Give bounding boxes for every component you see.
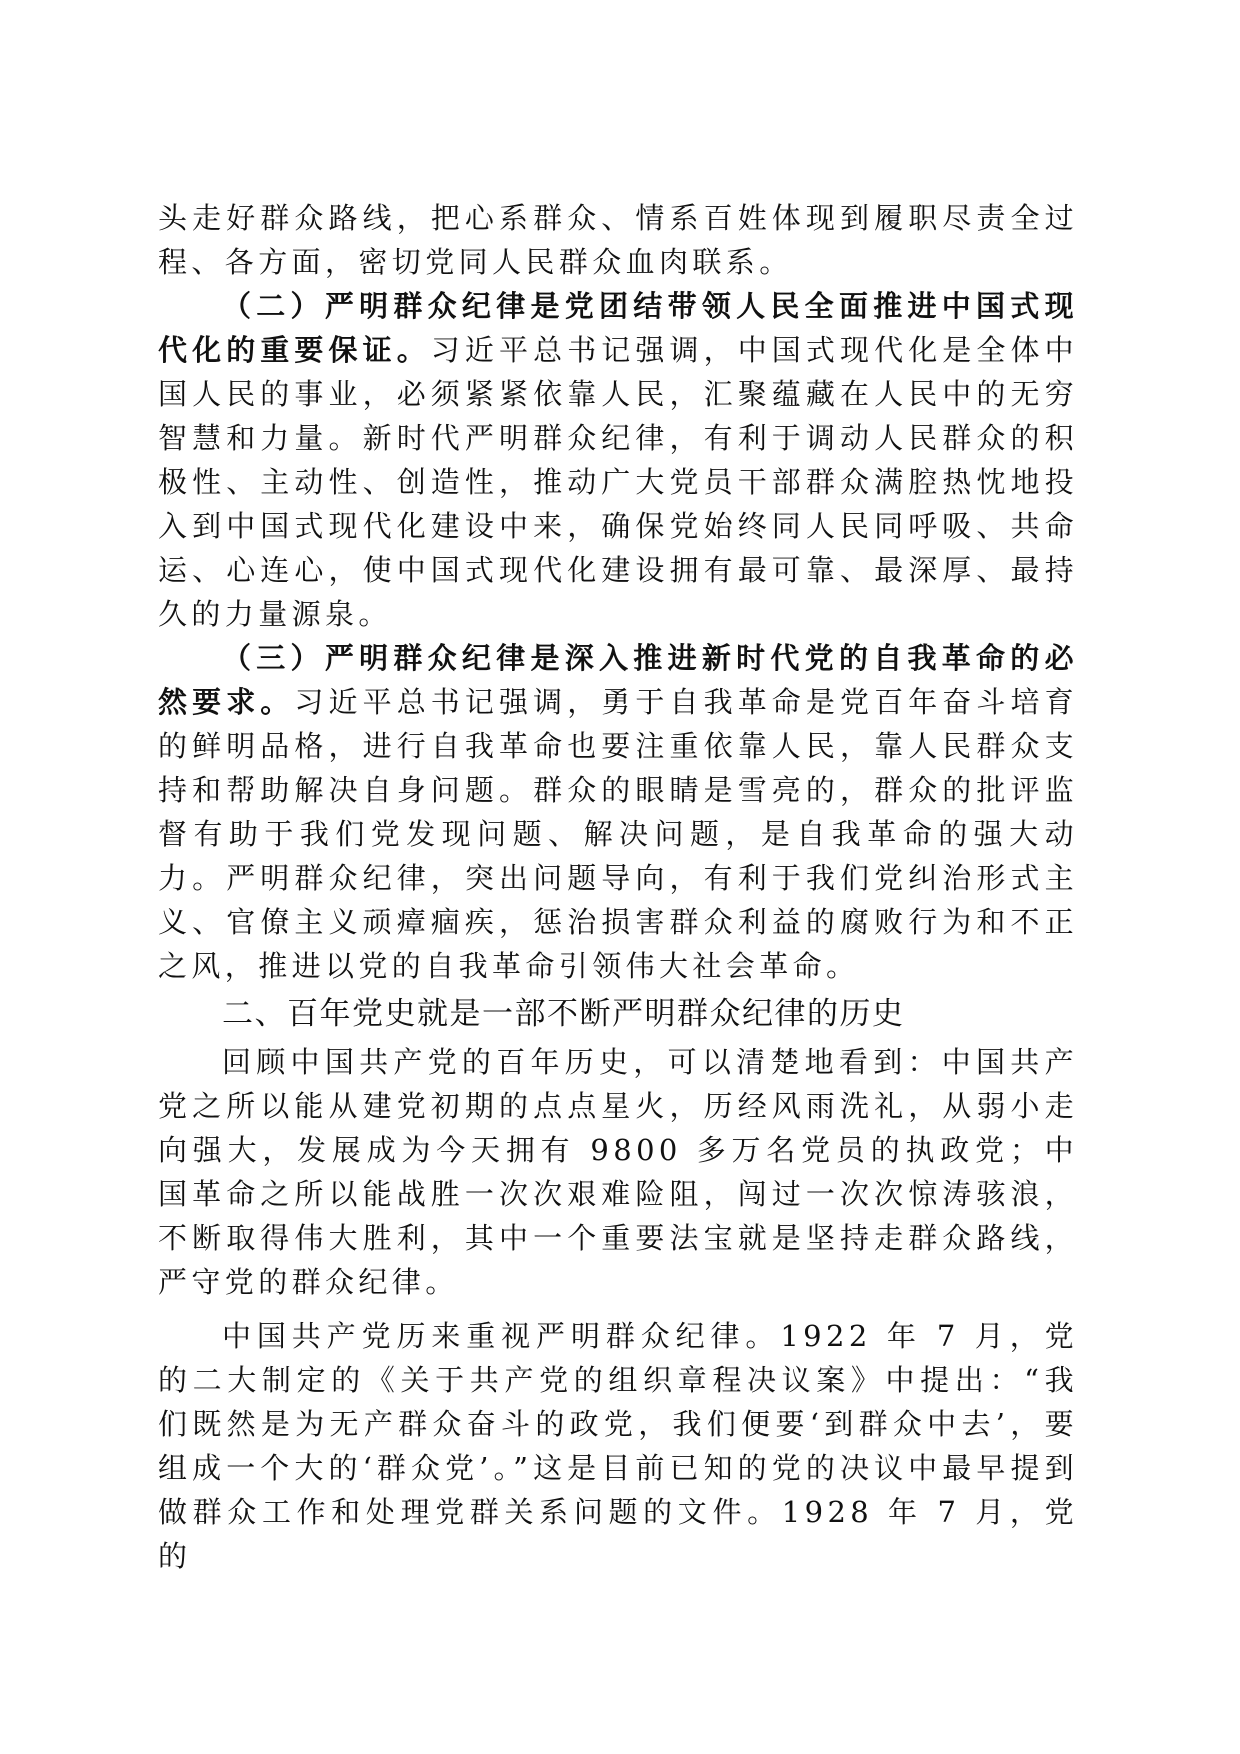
paragraph-2-body: 习近平总书记强调，中国式现代化是全体中国人民的事业，必须紧紧依靠人民，汇聚蕴藏在人民中的无穷智慧和力量。新时代严明群众纪律，有利于调动人民群众的积极性、主动性、创造性，推动广大党员干部群众满腔热忱地投入到中国式现代化建设中来，确保党始终同人民同呼吸、共命运、心连心，使中国式现代化建设拥有最可靠、最深厚、最持久的力量源泉。 [158, 333, 1078, 631]
paragraph-3-body: 习近平总书记强调，勇于自我革命是党百年奋斗培育的鲜明品格，进行自我革命也要注重依靠人民，靠人民群众支持和帮助解决自身问题。群众的眼睛是雪亮的，群众的批评监督有助于我们党发现问题、解决问题，是自我革命的强大动力。严明群众纪律，突出问题导向，有利于我们党纠治形式主义、官僚主义顽瘴痼疾，惩治损害群众利益的腐败行为和不正之风，推进以党的自我革命引领伟大社会革命。 [158, 685, 1078, 983]
paragraph-4: 回顾中国共产党的百年历史，可以清楚地看到：中国共产党之所以能从建党初期的点点星火，历经风雨洗礼，从弱小走向强大，发展成为今天拥有 9800 多万名党员的执政党；中国革命之所以能战胜一次次艰难险阻，闯过一次次惊涛骇浪，不断取得伟大胜利，其中一个重要法宝就是坚持走群众路线，严守党的群众纪律。 [158, 1045, 1078, 1299]
paragraph-2-subheading: （二）严明群众纪律是党团结带领人民全面推进中国式现代化的重要保证。 [158, 289, 1078, 367]
section-heading-2: 二、百年党史就是一部不断严明群众纪律的历史 [222, 996, 905, 1032]
document-page [158, 196, 1078, 1578]
paragraph-3-subheading: （三）严明群众纪律是深入推进新时代党的自我革命的必然要求。 [158, 641, 1078, 719]
paragraph-2 [158, 284, 1078, 636]
paragraph-5: 中国共产党历来重视严明群众纪律。1922 年 7 月，党的二大制定的《关于共产党的组织章程决议案》中提出：“我们既然是为无产群众奋斗的政党，我们便要‘到群众中去’，要组成一个大的‘群众党’。”这是目前已知的党的决议中最早提到做群众工作和处理党群关系问题的文件。1928 年 7 月，党的 [158, 1319, 1078, 1573]
paragraph-3 [158, 636, 1078, 988]
paragraph-continuation: 头走好群众路线，把心系群众、情系百姓体现到履职尽责全过程、各方面，密切党同人民群众血肉联系。 [158, 201, 1078, 279]
